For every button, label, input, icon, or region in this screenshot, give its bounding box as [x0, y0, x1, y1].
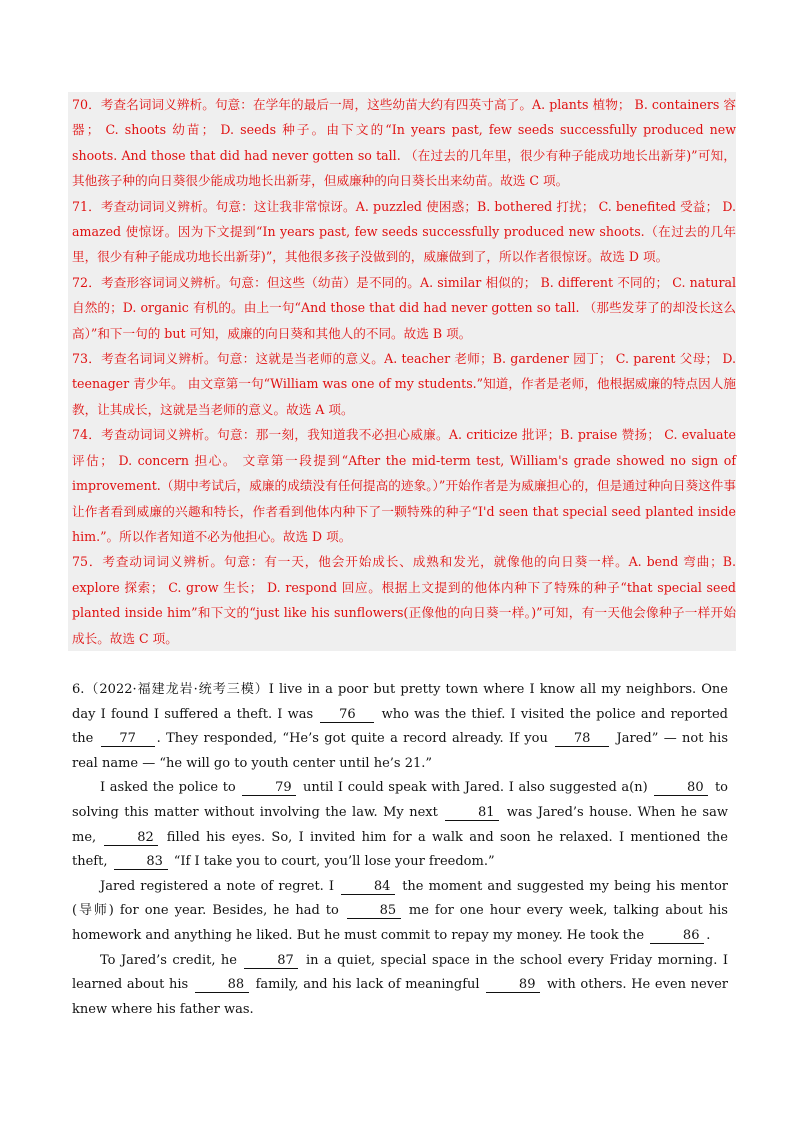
blank-77: 77 — [101, 731, 155, 747]
blank-83: 83 — [114, 854, 168, 870]
passage-paragraph-3 — [72, 875, 728, 949]
text: family, and his lack of meaningful — [250, 977, 485, 993]
blank-78: 78 — [555, 731, 609, 747]
blank-86: 86 — [650, 928, 704, 944]
blank-81: 81 — [445, 805, 499, 821]
explanation-71: 71．考查动词词义辨析。句意：这让我非常惊讶。A. puzzled 使困惑；B. bothered 打扰； C. benefited 受益； D. amazed 使惊讶。因为下文提到“In years past, few seeds successfully produced new shoots.（在过去的几年里，很少有种子能成功地长出新芽)”，其他很多孩子没做到的，威廉做到了，所以作者很惊讶。故选 D 项。 — [72, 198, 736, 265]
text: Jared registered a note of regret. I — [100, 878, 340, 894]
blank-79: 79 — [242, 780, 296, 796]
text: Jared” — not his real name — “he will go to youth center until he’s 21.” — [72, 731, 728, 771]
explanation-75: 75．考查动词词义辨析。句意：有一天，他会开始成长、成熟和发光，就像他的向日葵一样。A. bend 弯曲；B. explore 探索； C. grow 生长； D. respond 回应。根据上文提到的他体内种下了特殊的种子“that special seed planted inside him”和下文的“just like his sunflowers(正像他的向日葵一样。)”可知，有一天他会像种子一样开始成长。故选 C 项。 — [72, 554, 736, 646]
blank-80: 80 — [654, 780, 708, 796]
text: the moment and suggested my being his mentor (导师) for one year. Besides, he had to — [72, 878, 728, 919]
answer-explanations — [68, 92, 736, 651]
passage-paragraph-2 — [72, 776, 728, 874]
text: until I could speak with Jared. I also suggested a(n) — [298, 780, 653, 796]
blank-84: 84 — [341, 879, 395, 895]
text: “If I take you to court, you’ll lose your freedom.” — [169, 854, 495, 870]
text: filled his eyes. So, I invited him for a walk and soon he relaxed. I mentioned the theft, — [72, 829, 728, 870]
blank-88: 88 — [195, 977, 249, 993]
text: . They responded, “He’s got quite a record already. If you — [156, 731, 554, 747]
text: To Jared’s credit, he — [100, 952, 243, 968]
explanation-73: 73．考查名词词义辨析。句意：这就是当老师的意义。A. teacher 老师；B. gardener 园丁； C. parent 父母； D. teenager 青少年。 由文章第一句“William was one of my students.”知道，作者是老师，他根据威廉的特点因人施教，让其成长，这就是当老师的意义。故选 A 项。 — [72, 351, 736, 417]
text: who was the thief. I visited the police and reported the — [72, 706, 728, 747]
blank-82: 82 — [104, 830, 158, 846]
blank-76: 76 — [320, 707, 374, 723]
text: to solving this matter without involving the law. My next — [72, 780, 729, 820]
text: . — [706, 927, 711, 943]
blank-85: 85 — [347, 903, 401, 919]
cloze-passage — [72, 678, 728, 1022]
explanation-74: 74．考查动词词义辨析。句意：那一刻，我知道我不必担心威廉。A. criticize 批评；B. praise 赞扬； C. evaluate 评估； D. concern 担心。 文章第一段提到“After the mid-term test, William's grade showed no sign of improvement.（期中考试后，威廉的成绩没有任何提高的迹象。）”开始作者是为威廉担心的，但是通过种向日葵这件事让作者看到威廉的兴趣和特长，作者看到他体内种下了一颗特殊的种子“I'd seen that special seed planted inside him.”。所以作者知道不必为他担心。故选 D 项。 — [72, 427, 736, 544]
explanation-72: 72．考查形容词词义辨析。句意：但这些（幼苗）是不同的。A. similar 相似的； B. different 不同的； C. natural 自然的；D. organic 有机的。由上一句“And those that did had never gotten so tall. （那些发芽了的却没长这么高）”和下一句的 but 可知，威廉的向日葵和其他人的不同。故选 B 项。 — [72, 274, 736, 341]
text: with others. He even never knew where his father was. — [72, 977, 728, 1017]
text: was Jared’s house. When he saw me, — [72, 804, 728, 845]
explanation-70: 70．考查名词词义辨析。句意：在学年的最后一周，这些幼苗大约有四英寸高了。A. plants 植物； B. containers 容器； C. shoots 幼苗； D. seeds 种子。由下文的“In years past, few seeds successfully produced new shoots. And those that did had never gotten so tall. （在过去的几年里，很少有种子能成功地长出新芽)”可知，其他孩子种的向日葵很少能成功地长出新芽，但威廉种的向日葵长出来幼苗。故选 C 项。 — [72, 97, 736, 189]
text: I asked the police to — [100, 780, 241, 796]
passage-paragraph-4 — [72, 949, 728, 1023]
text: me for one hour every week, talking about his homework and anything he liked. But he must commit to repay my money. He took the — [72, 903, 728, 943]
passage-paragraph-1 — [72, 678, 728, 776]
text: 6.（2022·福建龙岩·统考三模）I live in a poor but pretty town where I know all my neighbors. One day I found I suffered a theft. I was — [72, 682, 728, 722]
blank-87: 87 — [244, 953, 298, 969]
blank-89: 89 — [486, 977, 540, 993]
text: in a quiet, special space in the school every Friday morning. I learned about his — [72, 952, 728, 993]
